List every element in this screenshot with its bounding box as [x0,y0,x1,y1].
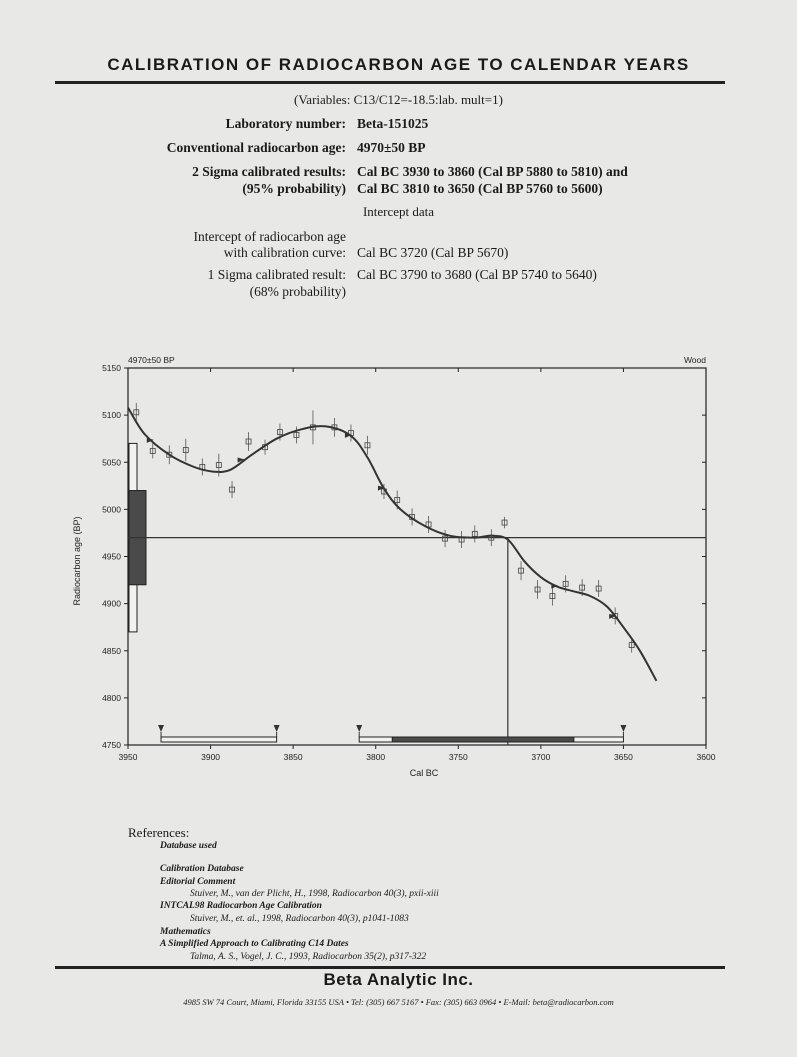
x-tick-label: 3800 [366,752,386,762]
y-tick-label: 5050 [102,457,121,468]
footer-rule [55,966,725,969]
sigma2-value-2: Cal BC 3810 to 3650 (Cal BP 5760 to 5600) [357,181,603,196]
conventional-age-value: 4970±50 BP [357,140,426,155]
reference-citation: Stuiver, M., et. al., 1998, Radiocarbon 40(3), p1041-1083 [190,914,409,924]
y-tick-label: 4900 [102,598,121,609]
x-tick-label: 3900 [201,752,221,762]
company-name: Beta Analytic Inc. [323,970,474,989]
calibration-curve [128,408,657,681]
reference-heading: INTCAL98 Radiocarbon Age Calibration [160,901,322,911]
intercept-value: Cal BC 3720 (Cal BP 5670) [357,245,509,260]
y-tick-label: 4850 [102,645,121,656]
x-tick-label: 3700 [531,752,551,762]
sigma2-label: 2 Sigma calibrated results: [192,164,346,179]
y-tick-label: 5150 [102,363,121,373]
range-end-marker [274,725,280,732]
references-heading: References: [128,825,190,840]
chart-top-right-label: Wood [683,355,706,365]
intercept-heading: Intercept data [362,204,435,219]
intercept-label-1: Intercept of radiocarbon age [193,229,346,244]
sigma1-value: Cal BC 3790 to 3680 (Cal BP 5740 to 5640) [357,267,597,282]
title-rule [55,81,725,84]
chart-top-left-label: 4970±50 BP [128,355,175,365]
reference-heading: Mathematics [160,927,211,937]
plot-area [102,363,716,762]
company-address: 4985 SW 74 Court, Miami, Florida 33155 USA • Tel: (305) 667 5167 • Fax: (305) 663 0964 • E-Mail: beta@radiocarbon.com [183,997,614,1007]
x-tick-label: 3650 [613,752,633,762]
two-sigma-calendar-range [161,737,277,742]
x-tick-label: 3750 [448,752,468,762]
intercept-label-2: with calibration curve: [223,245,346,260]
reference-citation: Stuiver, M., van der Plicht, H., 1998, Radiocarbon 40(3), pxii-xiii [190,889,439,899]
x-tick-label: 3850 [283,752,303,762]
reference-heading: A Simplified Approach to Calibrating C14 Dates [160,939,349,949]
reference-heading: Calibration Database [160,864,244,874]
plot-frame [128,368,706,745]
y-tick-label: 4950 [102,551,121,562]
x-tick-label: 3600 [696,752,716,762]
x-axis-label: Cal BC [409,768,439,778]
range-end-marker [620,725,626,732]
calibration-chart [60,345,720,785]
reference-citation: Talma, A. S., Vogel, J. C., 1993, Radiocarbon 35(2), p317-322 [190,952,427,962]
y-tick-label: 5100 [102,410,121,421]
range-end-marker [356,725,362,732]
report-title: CALIBRATION OF RADIOCARBON AGE TO CALENDAR YEARS [107,55,690,74]
y-tick-label: 4800 [102,692,121,703]
reference-heading: Editorial Comment [160,877,236,887]
y-tick-label: 5000 [102,504,121,515]
lab-number-value: Beta-151025 [357,116,429,131]
x-tick-label: 3950 [118,752,138,762]
sigma1-label: 1 Sigma calibrated result: [207,267,346,282]
sigma1-probability-label: (68% probability) [249,284,346,299]
one-sigma-calendar-range [392,737,574,742]
conventional-age-label: Conventional radiocarbon age: [166,140,346,155]
y-axis-label: Radiocarbon age (BP) [72,516,82,606]
reference-heading: Database used [160,841,217,851]
sigma2-probability-label: (95% probability) [242,181,346,196]
variables-line: (Variables: C13/C12=-18.5:lab. mult=1) [294,92,503,107]
sigma2-value-1: Cal BC 3930 to 3860 (Cal BP 5880 to 5810) and [357,164,628,179]
range-end-marker [158,725,164,732]
lab-number-label: Laboratory number: [225,116,346,131]
y-tick-label: 4750 [102,740,121,750]
